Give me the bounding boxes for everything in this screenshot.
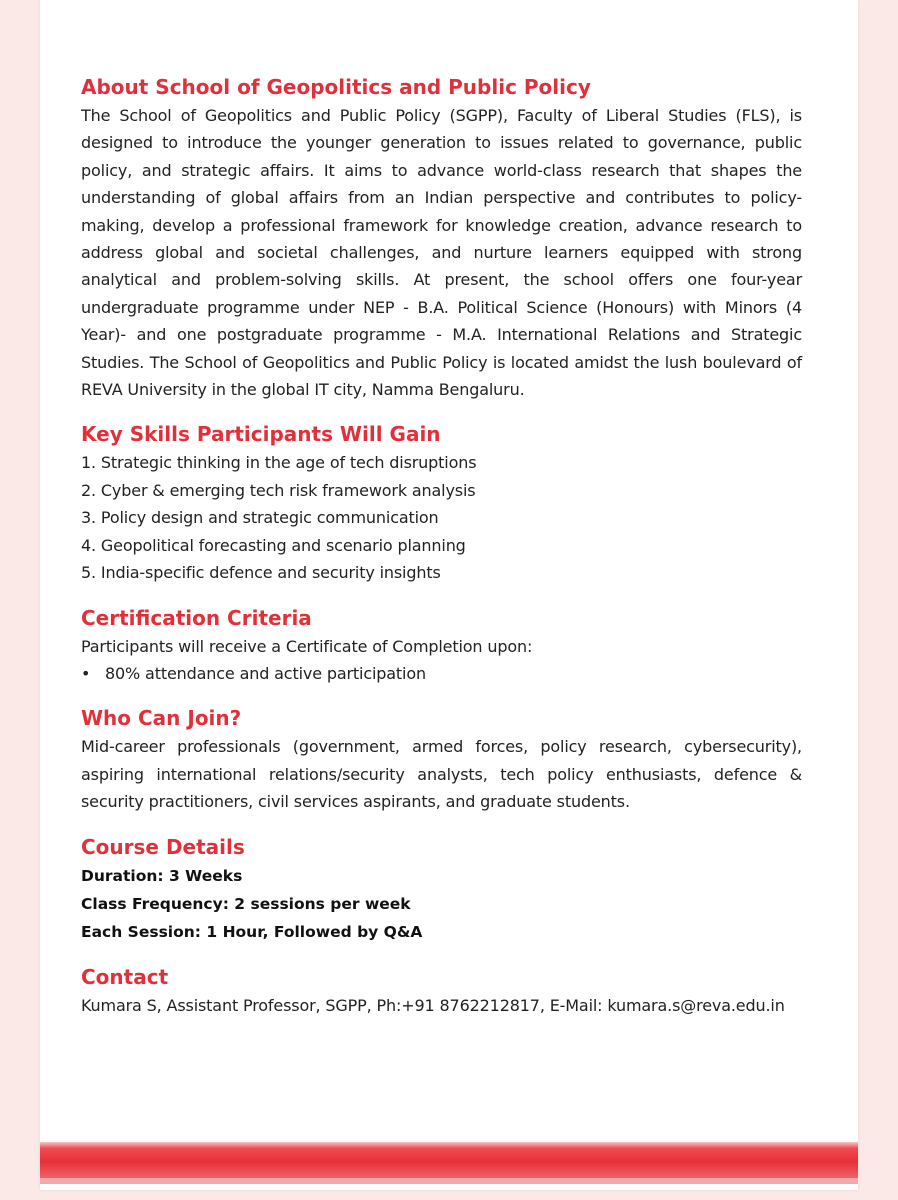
certification-heading: Certification Criteria [81,605,312,630]
about-section [81,72,802,403]
about-heading: About School of Geopolitics and Public Policy [81,75,591,99]
skills-section [81,419,802,586]
course-session: Each Session: 1 Hour, Followed by Q&A [81,922,423,941]
course-duration: Duration: 3 Weeks [81,866,243,885]
list-item: 5. India-specific defence and security insights [81,563,441,583]
skills-heading: Key Skills Participants Will Gain [81,422,441,447]
course-frequency: Class Frequency: 2 sessions per week [81,894,411,913]
join-heading: Who Can Join? [81,706,242,731]
list-item-text: 80% attendance and active participation [105,663,426,683]
certification-list [81,660,802,687]
contact-details: Kumara S, Assistant Professor, SGPP, Ph:+91 8762212817, E-Mail: kumara.s@reva.edu.in [81,995,785,1015]
certification-intro: Participants will receive a Certificate of Completion upon: [81,636,533,656]
join-section [81,703,802,815]
join-paragraph: Mid-career professionals (government, armed forces, policy research, cybersecurity), aspiring international relations/security analysts, tech policy enthusiasts, defence & security practitioners, civil services aspirants, and graduate students. [81,737,802,812]
list-item [81,660,802,687]
contact-heading: Contact [81,964,169,989]
contact-section [81,962,802,1019]
footer-band [40,1142,858,1178]
list-item: 4. Geopolitical forecasting and scenario planning [81,535,466,555]
page-content [81,72,802,1035]
list-item: 2. Cyber & emerging tech risk framework analysis [81,480,476,500]
document-page [40,0,858,1190]
list-item: 3. Policy design and strategic communication [81,508,439,528]
list-item: 1. Strategic thinking in the age of tech disruptions [81,453,477,473]
about-paragraph: The School of Geopolitics and Public Policy (SGPP), Faculty of Liberal Studies (FLS), is designed to introduce the younger generation to issues related to governance, public policy, and strategic affairs. It aims to advance world-class research that shapes the understanding of global affairs from an Indian perspective and contributes to policy-making, develop a professional framework for knowledge creation, advance research to address global and societal challenges, and nurture learners equipped with strong analytical and problem-solving skills. At present, the school offers one four-year undergraduate programme under NEP - B.A. Political Science (Honours) with Minors (4 Year)- and one postgraduate programme - M.A. International Relations and Strategic Studies. The School of Geopolitics and Public Policy is located amidst the lush boulevard of REVA University in the global IT city, Namma Bengaluru. [81,106,802,400]
skills-list [81,449,802,586]
course-heading: Course Details [81,834,245,859]
bullet-icon: • [81,663,91,683]
course-section [81,832,802,946]
certification-section [81,603,802,688]
footer-strip [40,1178,858,1184]
